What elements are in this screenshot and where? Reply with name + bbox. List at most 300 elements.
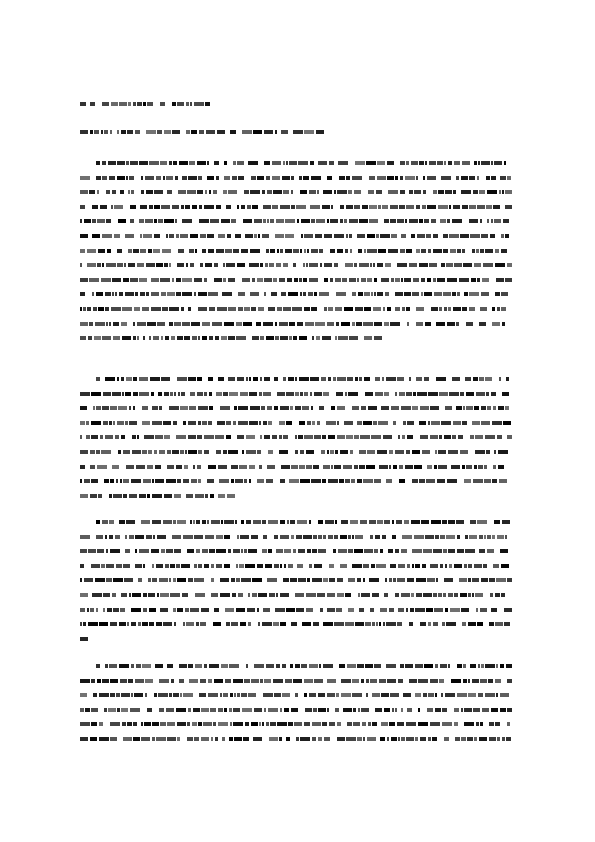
- text-glyph: [421, 249, 426, 253]
- text-glyph: [216, 564, 222, 568]
- text-glyph: [181, 392, 185, 396]
- text-glyph: [402, 435, 405, 439]
- text-glyph: [201, 737, 209, 741]
- text-glyph: [290, 578, 297, 582]
- text-glyph: [256, 322, 261, 326]
- text-glyph: [80, 307, 82, 311]
- text-glyph: [107, 249, 111, 253]
- text-glyph: [80, 392, 90, 396]
- text-glyph: [153, 336, 159, 340]
- text-glyph: [386, 664, 396, 668]
- text-glyph: [80, 219, 82, 223]
- text-glyph: [398, 435, 400, 439]
- text-glyph: [261, 406, 265, 410]
- text-glyph: [479, 549, 485, 553]
- text-glyph: [258, 307, 264, 311]
- text-glyph: [497, 307, 500, 311]
- text-glyph: [277, 722, 287, 726]
- text-glyph: [375, 708, 382, 712]
- text-glyph: [241, 249, 248, 253]
- text-glyph: [355, 535, 363, 539]
- text-glyph: [195, 494, 204, 498]
- text-glyph: [499, 479, 507, 483]
- text-glyph: [316, 336, 320, 340]
- text-glyph: [487, 535, 491, 539]
- text-glyph: [426, 479, 435, 483]
- text-glyph: [456, 176, 459, 180]
- text-glyph: [242, 278, 250, 282]
- text-glyph: [312, 421, 315, 425]
- text-glyph: [483, 263, 493, 267]
- text-glyph: [440, 535, 445, 539]
- text-glyph: [297, 520, 307, 524]
- text-glyph: [93, 406, 95, 410]
- text-glyph: [125, 234, 134, 238]
- text-glyph: [198, 564, 202, 568]
- text-glyph: [162, 307, 168, 311]
- text-glyph: [105, 307, 109, 311]
- text-glyph: [392, 520, 394, 524]
- text-glyph: [204, 664, 207, 668]
- text-glyph: [274, 377, 278, 381]
- text-glyph: [91, 679, 95, 683]
- text-glyph: [167, 190, 172, 194]
- text-line: [80, 335, 514, 341]
- text-glyph: [282, 664, 286, 668]
- text-glyph: [95, 322, 105, 326]
- text-glyph: [482, 708, 489, 712]
- text-glyph: [208, 292, 218, 296]
- text-line: [80, 721, 514, 727]
- text-glyph: [112, 190, 116, 194]
- text-glyph: [274, 535, 278, 539]
- text-glyph: [395, 450, 404, 454]
- text-glyph: [191, 322, 200, 326]
- text-glyph: [202, 336, 207, 340]
- text-glyph: [106, 263, 116, 267]
- text-glyph: [454, 564, 462, 568]
- text-glyph: [413, 392, 416, 396]
- text-glyph: [346, 176, 350, 180]
- text-glyph: [294, 722, 302, 726]
- text-glyph: [154, 190, 163, 194]
- text-glyph: [282, 176, 290, 180]
- text-glyph: [97, 219, 105, 223]
- text-glyph: [505, 190, 512, 194]
- text-glyph: [439, 435, 442, 439]
- text-glyph: [497, 737, 500, 741]
- text-glyph: [495, 292, 500, 296]
- text-glyph: [334, 234, 344, 238]
- text-glyph: [298, 435, 303, 439]
- text-glyph: [276, 549, 283, 553]
- text-glyph: [112, 292, 114, 296]
- text-glyph: [494, 219, 501, 223]
- text-glyph: [285, 249, 292, 253]
- text-glyph: [92, 234, 100, 238]
- text-glyph: [505, 406, 509, 410]
- text-glyph: [472, 578, 479, 582]
- text-glyph: [154, 450, 157, 454]
- text-glyph: [304, 392, 308, 396]
- text-glyph: [187, 549, 194, 553]
- text-glyph: [327, 593, 335, 597]
- text-glyph: [251, 679, 259, 683]
- text-glyph: [160, 722, 166, 726]
- text-glyph: [300, 249, 302, 253]
- text-glyph: [280, 479, 285, 483]
- text-glyph: [507, 708, 512, 712]
- text-glyph: [172, 130, 180, 134]
- text-glyph: [341, 322, 350, 326]
- text-glyph: [495, 593, 500, 597]
- text-glyph: [361, 593, 370, 597]
- text-glyph: [424, 664, 433, 668]
- text-glyph: [468, 564, 472, 568]
- text-glyph: [207, 479, 214, 483]
- text-glyph: [195, 593, 205, 597]
- text-glyph: [212, 322, 222, 326]
- text-glyph: [381, 693, 389, 697]
- text-glyph: [182, 292, 192, 296]
- text-glyph: [118, 219, 126, 223]
- text-glyph: [357, 421, 362, 425]
- text-glyph: [339, 176, 345, 180]
- text-glyph: [126, 465, 134, 469]
- text-glyph: [507, 435, 512, 439]
- text-glyph: [165, 564, 169, 568]
- text-glyph: [295, 450, 298, 454]
- text-glyph: [128, 679, 133, 683]
- text-glyph: [412, 406, 418, 410]
- text-glyph: [359, 450, 366, 454]
- text-glyph: [102, 176, 107, 180]
- text-glyph: [264, 708, 266, 712]
- text-glyph: [435, 450, 437, 454]
- text-glyph: [257, 278, 263, 282]
- text-glyph: [179, 664, 187, 668]
- text-glyph: [108, 708, 116, 712]
- text-glyph: [307, 249, 309, 253]
- text-glyph: [336, 322, 339, 326]
- text-glyph: [344, 307, 353, 311]
- text-glyph: [253, 130, 262, 134]
- text-glyph: [289, 336, 292, 340]
- text-glyph: [313, 708, 317, 712]
- text-glyph: [260, 435, 262, 439]
- text-glyph: [430, 722, 440, 726]
- text-glyph: [505, 278, 512, 282]
- doc-subtitle-line: [80, 129, 328, 135]
- text-glyph: [242, 450, 244, 454]
- text-glyph: [395, 176, 398, 180]
- text-glyph: [280, 406, 289, 410]
- text-glyph: [349, 278, 356, 282]
- text-glyph: [151, 549, 159, 553]
- text-glyph: [319, 249, 323, 253]
- text-glyph: [279, 322, 288, 326]
- text-glyph: [494, 520, 500, 524]
- text-glyph: [159, 708, 164, 712]
- text-glyph: [80, 205, 85, 209]
- text-glyph: [96, 406, 101, 410]
- text-glyph: [98, 307, 104, 311]
- text-glyph: [235, 520, 237, 524]
- text-glyph: [322, 479, 326, 483]
- text-glyph: [453, 205, 460, 209]
- text-glyph: [420, 737, 426, 741]
- text-glyph: [283, 190, 289, 194]
- text-glyph: [187, 190, 196, 194]
- text-glyph: [427, 578, 435, 582]
- text-glyph: [207, 176, 214, 180]
- text-glyph: [174, 322, 181, 326]
- text-glyph: [92, 593, 102, 597]
- text-glyph: [216, 450, 221, 454]
- text-glyph: [314, 292, 317, 296]
- text-glyph: [166, 708, 174, 712]
- text-glyph: [220, 593, 230, 597]
- text-glyph: [161, 292, 166, 296]
- text-glyph: [449, 205, 451, 209]
- text-glyph: [164, 494, 172, 498]
- text-glyph: [368, 406, 377, 410]
- text-glyph: [229, 392, 238, 396]
- text-line: [80, 534, 514, 540]
- text-glyph: [250, 190, 260, 194]
- text-glyph: [133, 377, 137, 381]
- text-glyph: [297, 219, 299, 223]
- text-glyph: [286, 421, 292, 425]
- text-glyph: [442, 520, 447, 524]
- text-glyph: [477, 278, 480, 282]
- text-glyph: [301, 664, 307, 668]
- text-glyph: [237, 377, 244, 381]
- text-glyph: [334, 535, 338, 539]
- text-glyph: [327, 693, 335, 697]
- text-glyph: [155, 435, 163, 439]
- text-glyph: [209, 307, 215, 311]
- text-glyph: [232, 593, 236, 597]
- text-glyph: [244, 479, 247, 483]
- text-glyph: [417, 392, 427, 396]
- text-glyph: [309, 664, 318, 668]
- text-glyph: [128, 249, 132, 253]
- text-glyph: [290, 664, 293, 668]
- text-glyph: [151, 307, 161, 311]
- text-glyph: [296, 737, 299, 741]
- text-glyph: [223, 278, 226, 282]
- text-glyph: [318, 520, 323, 524]
- text-glyph: [451, 679, 461, 683]
- text-glyph: [438, 190, 444, 194]
- text-glyph: [365, 664, 373, 668]
- text-glyph: [492, 479, 497, 483]
- text-glyph: [309, 263, 318, 267]
- text-glyph: [233, 708, 240, 712]
- text-glyph: [286, 161, 288, 165]
- text-glyph: [361, 278, 366, 282]
- text-glyph: [309, 190, 316, 194]
- text-glyph: [80, 535, 90, 539]
- text-glyph: [404, 278, 411, 282]
- text-glyph: [318, 161, 327, 165]
- text-glyph: [399, 392, 405, 396]
- text-glyph: [401, 737, 405, 741]
- text-glyph: [358, 593, 360, 597]
- text-glyph: [496, 664, 498, 668]
- text-glyph: [225, 608, 234, 612]
- text-glyph: [444, 307, 447, 311]
- text-glyph: [160, 102, 165, 106]
- text-glyph: [495, 249, 499, 253]
- text-glyph: [335, 520, 337, 524]
- text-glyph: [129, 535, 134, 539]
- text-glyph: [224, 520, 234, 524]
- text-glyph: [307, 578, 310, 582]
- text-glyph: [362, 722, 366, 726]
- text-glyph: [180, 406, 188, 410]
- text-glyph: [354, 549, 363, 553]
- text-glyph: [103, 608, 105, 612]
- text-glyph: [183, 479, 189, 483]
- text-glyph: [249, 392, 257, 396]
- text-glyph: [334, 263, 338, 267]
- text-glyph: [464, 479, 471, 483]
- text-glyph: [288, 292, 298, 296]
- text-glyph: [117, 130, 119, 134]
- text-glyph: [400, 176, 403, 180]
- text-glyph: [422, 450, 430, 454]
- text-glyph: [181, 564, 190, 568]
- text-glyph: [238, 593, 243, 597]
- text-glyph: [480, 307, 487, 311]
- text-glyph: [383, 622, 385, 626]
- text-glyph: [97, 465, 107, 469]
- text-glyph: [143, 564, 145, 568]
- text-glyph: [125, 421, 128, 425]
- text-glyph: [94, 336, 101, 340]
- text-glyph: [218, 377, 224, 381]
- text-glyph: [476, 722, 479, 726]
- text-glyph: [457, 292, 460, 296]
- text-glyph: [321, 377, 326, 381]
- text-glyph: [202, 322, 210, 326]
- text-glyph: [457, 664, 462, 668]
- text-glyph: [271, 292, 277, 296]
- text-glyph: [121, 377, 124, 381]
- text-glyph: [148, 450, 152, 454]
- text-glyph: [252, 205, 258, 209]
- text-glyph: [299, 336, 307, 340]
- text-glyph: [406, 722, 416, 726]
- text-glyph: [398, 608, 404, 612]
- text-glyph: [406, 161, 409, 165]
- text-glyph: [87, 608, 89, 612]
- text-glyph: [238, 176, 244, 180]
- text-glyph: [280, 520, 285, 524]
- text-glyph: [188, 176, 197, 180]
- text-glyph: [415, 693, 421, 697]
- text-glyph: [235, 234, 241, 238]
- text-glyph: [179, 679, 184, 683]
- text-glyph: [240, 622, 246, 626]
- text-glyph: [198, 722, 202, 726]
- text-glyph: [380, 549, 383, 553]
- text-glyph: [486, 450, 490, 454]
- text-glyph: [90, 130, 93, 134]
- text-line: [80, 692, 514, 698]
- text-glyph: [371, 435, 381, 439]
- text-glyph: [447, 219, 450, 223]
- text-glyph: [449, 234, 459, 238]
- text-glyph: [342, 278, 347, 282]
- text-glyph: [466, 392, 474, 396]
- text-glyph: [401, 593, 410, 597]
- text-glyph: [378, 421, 388, 425]
- text-glyph: [102, 679, 109, 683]
- text-line: [80, 707, 514, 713]
- text-glyph: [445, 190, 452, 194]
- text-glyph: [133, 722, 137, 726]
- text-glyph: [441, 263, 445, 267]
- text-glyph: [207, 161, 209, 165]
- text-glyph: [303, 176, 309, 180]
- text-glyph: [475, 593, 483, 597]
- text-glyph: [472, 593, 474, 597]
- text-glyph: [162, 249, 171, 253]
- text-glyph: [390, 322, 400, 326]
- text-glyph: [215, 435, 224, 439]
- text-glyph: [125, 292, 134, 296]
- text-glyph: [257, 479, 264, 483]
- text-glyph: [440, 564, 443, 568]
- text-glyph: [464, 564, 467, 568]
- text-glyph: [347, 664, 356, 668]
- text-glyph: [276, 219, 284, 223]
- text-glyph: [138, 578, 142, 582]
- text-glyph: [366, 465, 375, 469]
- text-glyph: [364, 377, 370, 381]
- text-line: [80, 563, 514, 569]
- text-glyph: [505, 205, 512, 209]
- text-glyph: [306, 593, 316, 597]
- text-glyph: [197, 190, 203, 194]
- text-glyph: [355, 377, 358, 381]
- text-glyph: [202, 549, 208, 553]
- text-glyph: [454, 161, 460, 165]
- text-glyph: [491, 176, 496, 180]
- text-glyph: [264, 161, 270, 165]
- text-glyph: [357, 278, 359, 282]
- text-glyph: [354, 263, 357, 267]
- text-glyph: [416, 205, 420, 209]
- text-glyph: [146, 263, 155, 267]
- text-glyph: [206, 130, 215, 134]
- text-glyph: [248, 549, 257, 553]
- text-glyph: [492, 307, 495, 311]
- text-glyph: [213, 722, 216, 726]
- text-glyph: [371, 564, 375, 568]
- text-glyph: [286, 392, 294, 396]
- text-glyph: [360, 435, 370, 439]
- text-glyph: [395, 593, 399, 597]
- text-glyph: [474, 737, 477, 741]
- text-glyph: [204, 392, 207, 396]
- text-glyph: [221, 336, 227, 340]
- text-glyph: [436, 322, 445, 326]
- text-glyph: [164, 392, 169, 396]
